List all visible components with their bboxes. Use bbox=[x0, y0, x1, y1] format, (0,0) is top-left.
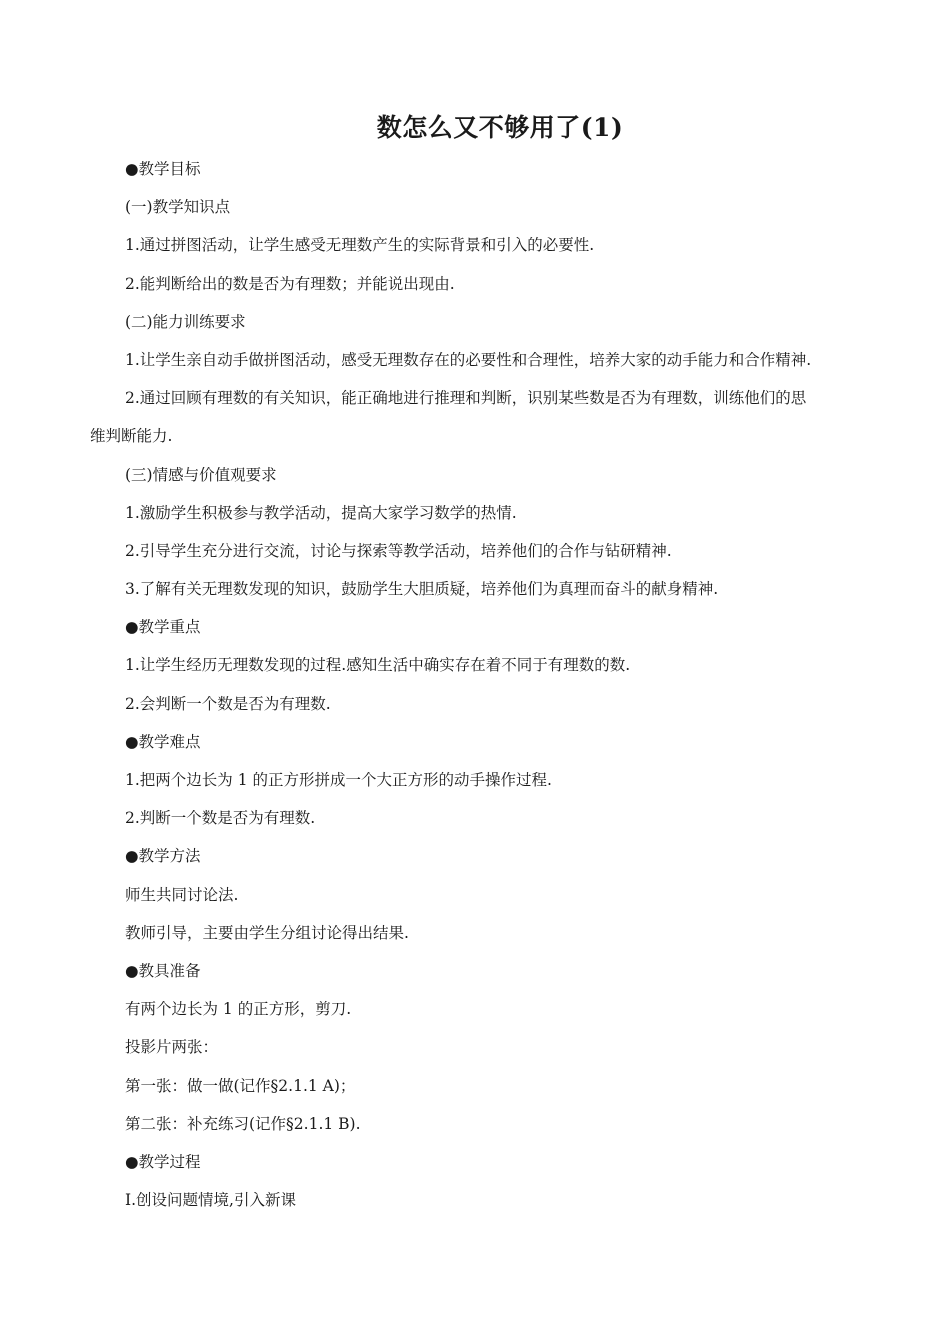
paragraph: 1.激励学生积极参与教学活动，提高大家学习数学的热情. bbox=[125, 503, 517, 522]
paragraph: 投影片两张： bbox=[125, 1038, 219, 1057]
section-heading-materials: ●教具准备 bbox=[125, 961, 201, 980]
paragraph: 教师引导，主要由学生分组讨论得出结果. bbox=[125, 923, 409, 942]
paragraph: 1.让学生经历无理数发现的过程.感知生活中确实存在着不同于有理数的数. bbox=[125, 656, 631, 675]
section-heading-process: ●教学过程 bbox=[125, 1152, 201, 1171]
section-heading-difficulties: ●教学难点 bbox=[125, 732, 201, 751]
subsection-ability: (二)能力训练要求 bbox=[125, 312, 246, 331]
section-heading-key-points: ●教学重点 bbox=[125, 618, 201, 637]
paragraph: 2.判断一个数是否为有理数. bbox=[125, 809, 316, 828]
subsection-knowledge: (一)教学知识点 bbox=[125, 198, 231, 217]
paragraph: 师生共同讨论法. bbox=[125, 885, 239, 904]
paragraph: 1.让学生亲自动手做拼图活动，感受无理数存在的必要性和合理性，培养大家的动手能力和合作精神. bbox=[125, 350, 812, 369]
paragraph: 第二张：补充练习(记作§2.1.1 B). bbox=[125, 1114, 361, 1133]
paragraph: 1.把两个边长为 1 的正方形拼成一个大正方形的动手操作过程. bbox=[125, 771, 552, 789]
section-heading-methods: ●教学方法 bbox=[125, 847, 201, 866]
paragraph: 3.了解有关无理数发现的知识，鼓励学生大胆质疑，培养他们为真理而奋斗的献身精神. bbox=[125, 580, 719, 599]
paragraph: Ⅰ.创设问题情境,引入新课 bbox=[125, 1191, 296, 1210]
paragraph: 第一张：做一做(记作§2.1.1 A)； bbox=[125, 1076, 356, 1095]
paragraph-continuation: 维判断能力. bbox=[90, 427, 173, 446]
paragraph: 2.引导学生充分进行交流，讨论与探索等教学活动，培养他们的合作与钻研精神. bbox=[125, 541, 672, 560]
paragraph: 2.会判断一个数是否为有理数. bbox=[125, 694, 331, 713]
paragraph: 有两个边长为 1 的正方形，剪刀. bbox=[125, 1000, 352, 1019]
document-title: 数怎么又不够用了(1) bbox=[376, 113, 624, 142]
paragraph: 2.能判断给出的数是否为有理数；并能说出现由. bbox=[125, 274, 455, 293]
paragraph: 1.通过拼图活动，让学生感受无理数产生的实际背景和引入的必要性. bbox=[125, 236, 595, 255]
section-heading-objectives: ●教学目标 bbox=[125, 160, 201, 178]
document-body bbox=[90, 150, 870, 1219]
subsection-values: (三)情感与价值观要求 bbox=[125, 465, 277, 484]
paragraph: 2.通过回顾有理数的有关知识，能正确地进行推理和判断，识别某些数是否为有理数，训练他们的思 bbox=[125, 389, 807, 408]
